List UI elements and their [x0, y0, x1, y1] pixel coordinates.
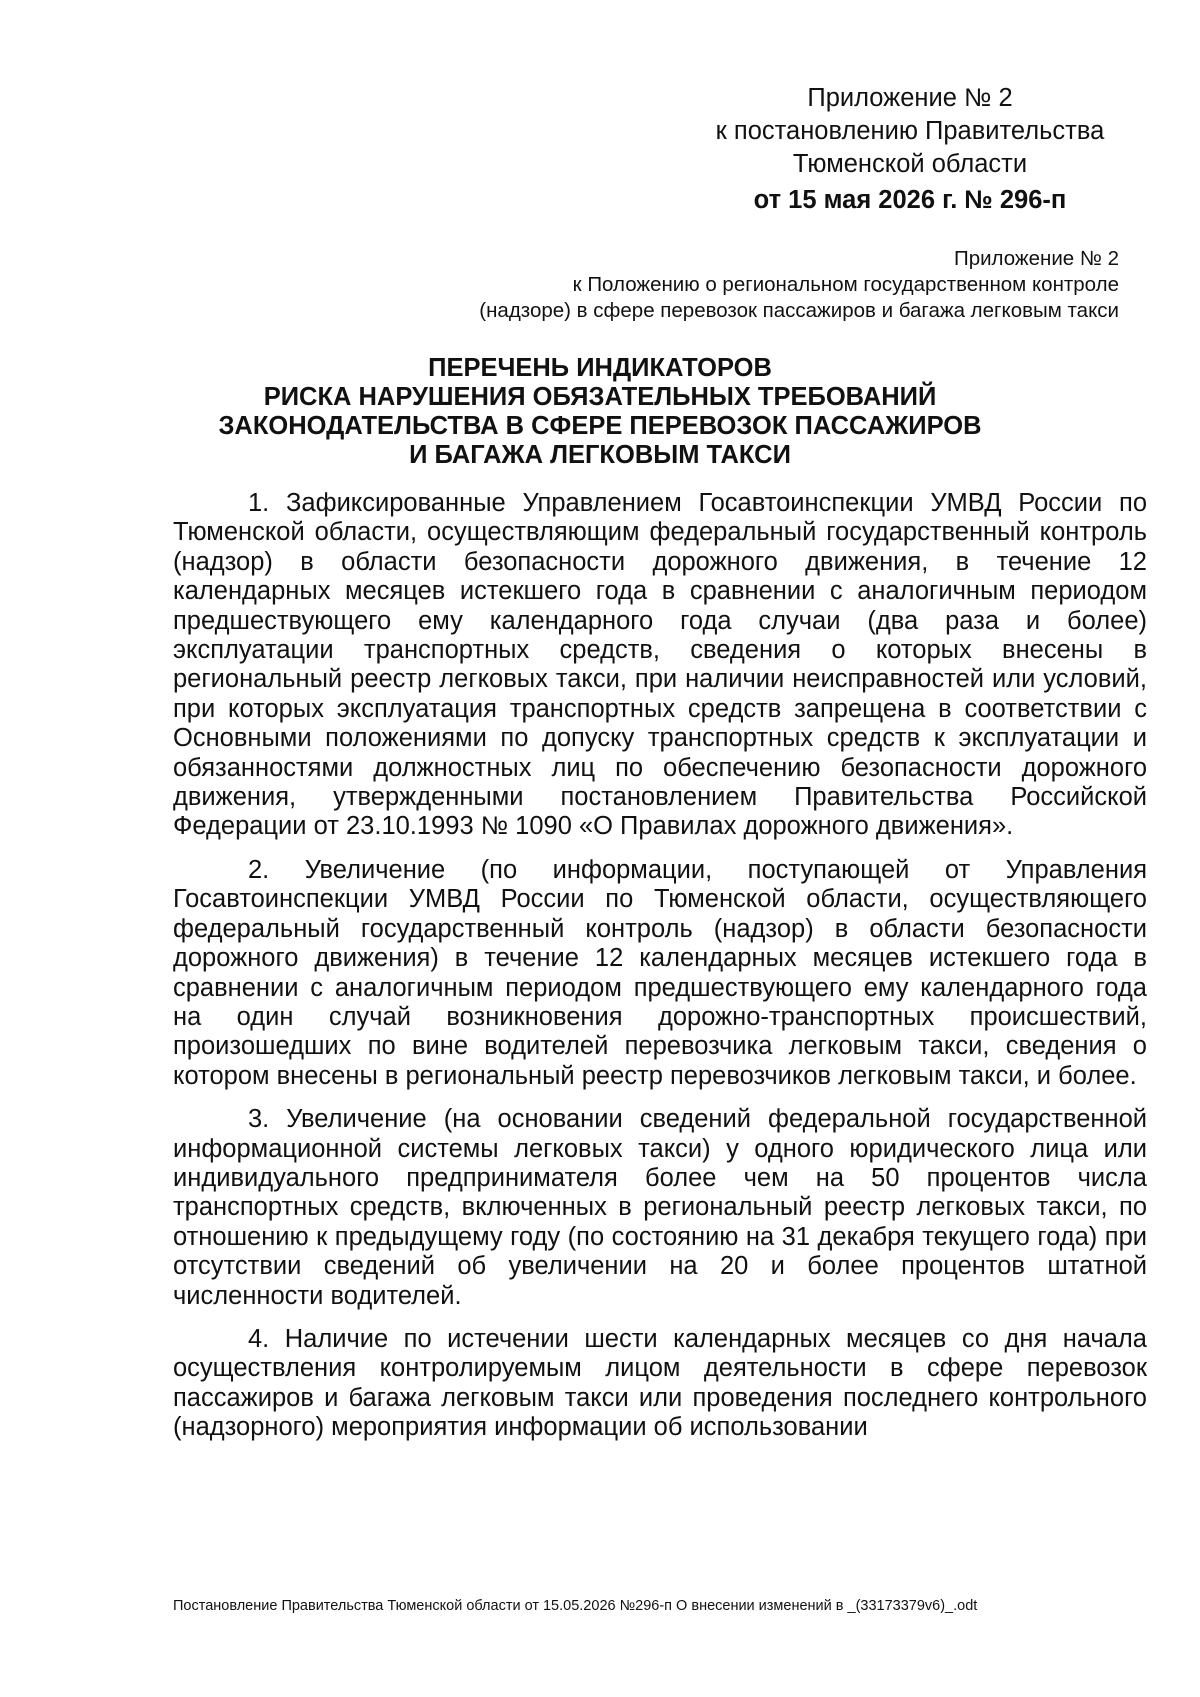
decree-date-number: от 15 мая 2026 г. № 296-п: [753, 186, 1067, 214]
document-body: [173, 489, 1147, 1457]
appendix-region-line: Тюменской области: [792, 150, 1028, 178]
regulation-reference-line-1: к Положению о региональном государственном контроле: [572, 273, 1119, 296]
paragraph-1: 1. Зафиксированные Управлением Госавтоинспекции УМВД России по Тюменской области, осуществляющим федеральный государственный контроль (надзор) в области безопасности дорожного движения, в течение 12 календарных месяцев истекшего года в сравнении с аналогичным периодом предшествующего ему календарного года случаи (два раза и более) эксплуатации транспортных средств, сведения о которых внесены в региональный реестр легковых такси, при наличии неисправностей или условий, при которых эксплуатация транспортных средств запрещена в соответствии с Основными положениями по допуску транспортных средств к эксплуатации и обязанностями должностных лиц по обеспечению безопасности дорожного движения, утвержденными постановлением Правительства Российской Федерации от 23.10.1993 № 1090 «О Правилах дорожного движения».: [173, 489, 1147, 841]
appendix-number: Приложение № 2: [807, 84, 1013, 112]
page-footer: Постановление Правительства Тюменской области от 15.05.2026 №296-п О внесении изменений в _(33173379v6)_.odt: [173, 1598, 978, 1614]
title-line-3: ЗАКОНОДАТЕЛЬСТВА В СФЕРЕ ПЕРЕВОЗОК ПАССАЖИРОВ: [218, 412, 982, 440]
title-line-1: ПЕРЕЧЕНЬ ИНДИКАТОРОВ: [428, 354, 772, 382]
document-title: [0, 354, 1200, 470]
appendix-header: [700, 82, 1120, 217]
title-line-2: РИСКА НАРУШЕНИЯ ОБЯЗАТЕЛЬНЫХ ТРЕБОВАНИЙ: [263, 383, 937, 411]
paragraph-4: 4. Наличие по истечении шести календарных месяцев со дня начала осуществления контролируемым лицом деятельности в сфере перевозок пассажиров и багажа легковым такси или проведения последнего контрольного (надзорного) мероприятия информации об использовании: [173, 1324, 1147, 1442]
regulation-appendix-number: Приложение № 2: [953, 247, 1119, 270]
paragraph-2: 2. Увеличение (по информации, поступающей от Управления Госавтоинспекции УМВД России по Тюменской области, осуществляющего федеральный государственный контроль (надзор) в области безопасности дорожного движения) в течение 12 календарных месяцев истекшего года в сравнении с аналогичным периодом предшествующего ему календарного года на один случай возникновения дорожно-транспортных происшествий, произошедших по вине водителей перевозчика легковым такси, сведения о котором внесены в региональный реестр перевозчиков легковым такси, и более.: [173, 855, 1147, 1090]
regulation-reference-line-2: (надзоре) в сфере перевозок пассажиров и багажа легковым такси: [479, 299, 1119, 322]
appendix-reference-line: к постановлению Правительства: [715, 117, 1105, 145]
title-line-4: И БАГАЖА ЛЕГКОВЫМ ТАКСИ: [409, 441, 791, 469]
paragraph-3: 3. Увеличение (на основании сведений федеральной государственной информационной системы легковых такси) у одного юридического лица или индивидуального предпринимателя более чем на 50 процентов числа транспортных средств, включенных в региональный реестр легковых такси, по отношению к предыдущему году (по состоянию на 31 декабря текущего года) при отсутствии сведений об увеличении на 20 и более процентов штатной численности водителей.: [173, 1105, 1147, 1310]
regulation-appendix-header: [359, 246, 1119, 324]
